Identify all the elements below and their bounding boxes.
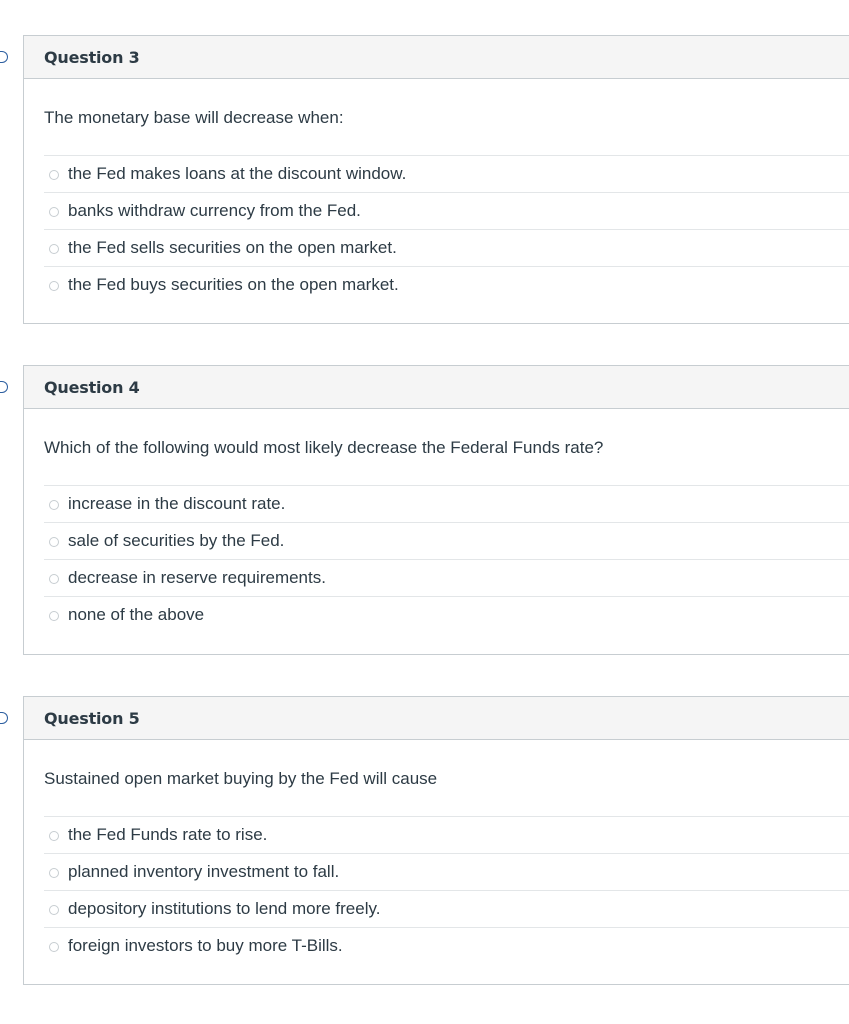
- answer-option[interactable]: [44, 890, 849, 927]
- answer-list: [44, 155, 849, 303]
- answer-label[interactable]: increase in the discount rate.: [68, 494, 286, 513]
- flag-question-icon[interactable]: [0, 381, 8, 393]
- answer-option[interactable]: [44, 485, 849, 522]
- question-body: [24, 740, 849, 964]
- radio-button-icon[interactable]: [49, 170, 59, 180]
- question-4: [23, 365, 849, 655]
- answer-label[interactable]: foreign investors to buy more T-Bills.: [68, 936, 343, 955]
- radio-button-icon[interactable]: [49, 574, 59, 584]
- question-text: Sustained open market buying by the Fed will cause: [44, 769, 438, 788]
- radio-button-icon[interactable]: [49, 942, 59, 952]
- radio-button-icon[interactable]: [49, 281, 59, 291]
- answer-label[interactable]: banks withdraw currency from the Fed.: [68, 201, 361, 220]
- answer-option[interactable]: [44, 522, 849, 559]
- answer-label[interactable]: the Fed sells securities on the open market.: [68, 238, 397, 257]
- answer-label[interactable]: the Fed buys securities on the open market.: [68, 275, 399, 294]
- answer-label[interactable]: decrease in reserve requirements.: [68, 568, 326, 587]
- radio-button-icon[interactable]: [49, 500, 59, 510]
- radio-button-icon[interactable]: [49, 831, 59, 841]
- question-header: [24, 697, 849, 740]
- question-5: [23, 696, 849, 985]
- answer-option[interactable]: [44, 266, 849, 303]
- radio-button-icon[interactable]: [49, 611, 59, 621]
- radio-button-icon[interactable]: [49, 207, 59, 217]
- answer-option[interactable]: [44, 816, 849, 853]
- answer-label[interactable]: the Fed makes loans at the discount window.: [68, 164, 407, 183]
- radio-button-icon[interactable]: [49, 868, 59, 878]
- flag-question-icon[interactable]: [0, 712, 8, 724]
- answer-option[interactable]: [44, 192, 849, 229]
- question-body: [24, 409, 849, 633]
- answer-list: [44, 485, 849, 633]
- question-body: [24, 79, 849, 303]
- question-title: Question 3: [44, 47, 140, 67]
- radio-button-icon[interactable]: [49, 244, 59, 254]
- answer-label[interactable]: the Fed Funds rate to rise.: [68, 825, 268, 844]
- question-header: [24, 36, 849, 79]
- answer-option[interactable]: [44, 559, 849, 596]
- radio-button-icon[interactable]: [49, 537, 59, 547]
- answer-option[interactable]: [44, 155, 849, 192]
- question-3: [23, 35, 849, 324]
- answer-label[interactable]: sale of securities by the Fed.: [68, 531, 285, 550]
- answer-label[interactable]: none of the above: [68, 605, 205, 624]
- question-header: [24, 366, 849, 409]
- answer-label[interactable]: planned inventory investment to fall.: [68, 862, 340, 881]
- answer-label[interactable]: depository institutions to lend more freely.: [68, 899, 381, 918]
- answer-list: [44, 816, 849, 964]
- answer-option[interactable]: [44, 229, 849, 266]
- answer-option[interactable]: [44, 853, 849, 890]
- question-text: The monetary base will decrease when:: [44, 108, 344, 127]
- question-title: Question 5: [44, 708, 140, 728]
- radio-button-icon[interactable]: [49, 905, 59, 915]
- answer-option[interactable]: [44, 927, 849, 964]
- answer-option[interactable]: [44, 596, 849, 633]
- question-text: Which of the following would most likely decrease the Federal Funds rate?: [44, 438, 604, 457]
- question-title: Question 4: [44, 377, 140, 397]
- flag-question-icon[interactable]: [0, 51, 8, 63]
